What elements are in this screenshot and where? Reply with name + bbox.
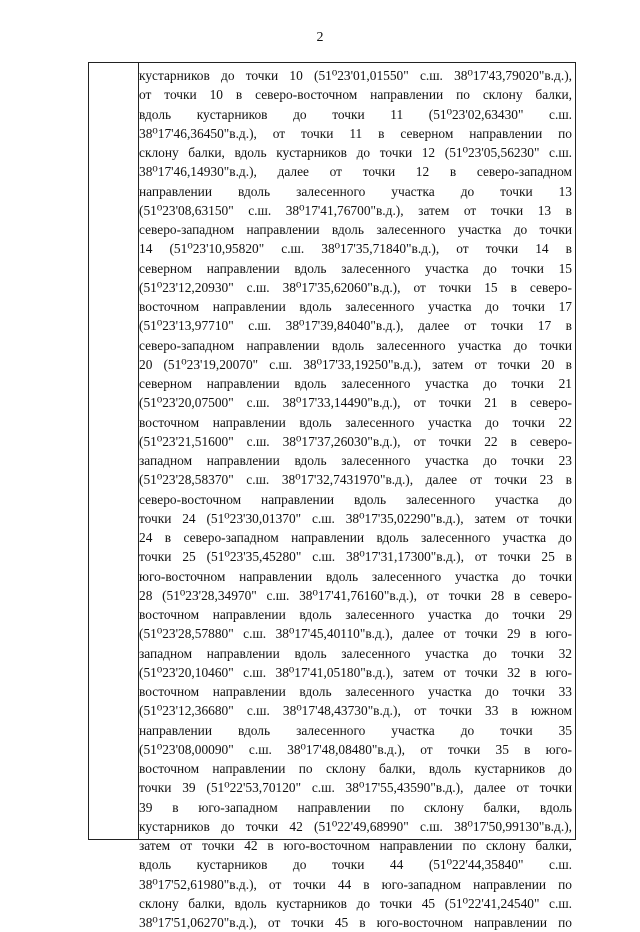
text-line: восточном направлении вдоль залесенного участка до точки 33 xyxy=(139,684,572,699)
text-line: восточном направлении по склону балки, вдоль кустарников до xyxy=(139,761,572,776)
text-line: 38⁰17'52,61980"в.д.), от точки 44 в юго-западном направлении по xyxy=(139,876,572,892)
text-line: западном направлении вдоль залесенного участка до точки 23 xyxy=(139,453,572,468)
text-line: склону балки, вдоль кустарников до точки 12 (51⁰23'05,56230" с.ш. xyxy=(139,145,572,160)
text-line: восточном направлении вдоль залесенного участка до точки 17 xyxy=(139,299,572,314)
text-line: (51⁰23'20,10460" с.ш. 38⁰17'41,05180"в.д.), затем от точки 32 в юго- xyxy=(139,664,572,680)
text-line: направлении вдоль залесенного участка до точки 13 xyxy=(139,183,572,199)
text-line: (51⁰23'20,07500" с.ш. 38⁰17'33,14490"в.д.), от точки 21 в северо- xyxy=(139,395,572,411)
text-line: (51⁰23'28,57880" с.ш. 38⁰17'45,40110"в.д.), далее от точки 29 в юго- xyxy=(139,626,572,642)
text-line: затем от точки 42 в юго-восточном направлении по склону балки, xyxy=(139,838,572,853)
text-line: западном направлении вдоль залесенного участка до точки 32 xyxy=(139,645,572,661)
text-line: склону балки, вдоль кустарников до точки 45 (51⁰22'41,24540" с.ш. xyxy=(139,895,572,911)
text-line: (51⁰23'12,36680" с.ш. 38⁰17'48,43730"в.д.), от точки 33 в южном xyxy=(139,703,572,719)
text-line: (51⁰23'21,51600" с.ш. 38⁰17'37,26030"в.д.), от точки 22 в северо- xyxy=(139,433,572,449)
text-line: кустарников до точки 10 (51⁰23'01,01550" с.ш. 38⁰17'43,79020"в.д.), xyxy=(139,68,572,83)
text-line: восточном направлении вдоль залесенного участка до точки 22 xyxy=(139,414,572,430)
text-line: (51⁰23'08,00090" с.ш. 38⁰17'48,08480"в.д.), от точки 35 в юго- xyxy=(139,741,572,757)
text-line: восточном направлении вдоль залесенного участка до точки 29 xyxy=(139,607,572,622)
text-line: от точки 10 в северо-восточном направлении по склону балки, xyxy=(139,87,572,103)
boundary-description-text xyxy=(139,66,572,930)
text-line: (51⁰23'12,20930" с.ш. 38⁰17'35,62060"в.д.), от точки 15 в северо- xyxy=(139,279,572,295)
text-line: точки 39 (51⁰22'53,70120" с.ш. 38⁰17'55,43590"в.д.), далее от точки xyxy=(139,780,572,796)
text-line: 38⁰17'46,14930"в.д.), далее от точки 12 в северо-западном xyxy=(139,164,572,180)
text-line: (51⁰23'13,97710" с.ш. 38⁰17'39,84040"в.д.), далее от точки 17 в xyxy=(139,318,572,334)
page-number: 2 xyxy=(316,30,324,45)
text-line: (51⁰23'28,58370" с.ш. 38⁰17'32,7431970"в.д.), далее от точки 23 в xyxy=(139,472,572,488)
text-line: точки 25 (51⁰23'35,45280" с.ш. 38⁰17'31,17300"в.д.), от точки 25 в xyxy=(139,549,572,565)
text-line: 39 в юго-западном направлении по склону балки, вдоль xyxy=(139,799,572,815)
document-table xyxy=(88,62,576,930)
text-line: 24 в северо-западном направлении вдоль залесенного участка до xyxy=(139,530,572,545)
text-line: 38⁰17'46,36450"в.д.), от точки 11 в северном направлении по xyxy=(139,125,572,141)
text-line: вдоль кустарников до точки 11 (51⁰23'02,63430" с.ш. xyxy=(139,106,572,122)
text-line: кустарников до точки 42 (51⁰22'49,68990" с.ш. 38⁰17'50,99130"в.д.), xyxy=(139,818,572,834)
text-line: юго-восточном направлении вдоль залесенного участка до точки xyxy=(139,568,572,584)
text-line: точки 24 (51⁰23'30,01370" с.ш. 38⁰17'35,02290"в.д.), затем от точки xyxy=(139,510,572,526)
text-line: северном направлении вдоль залесенного участка до точки 21 xyxy=(139,376,572,391)
text-line: 38⁰17'51,06270"в.д.), от точки 45 в юго-восточном направлении по xyxy=(139,915,572,930)
text-line: 28 (51⁰23'28,34970" с.ш. 38⁰17'41,76160"в.д.), от точки 28 в северо- xyxy=(139,587,572,603)
text-line: 20 (51⁰23'19,20070" с.ш. 38⁰17'33,19250"в.д.), затем от точки 20 в xyxy=(139,356,572,372)
text-line: северо-восточном направлении вдоль залесенного участка до xyxy=(139,491,572,507)
text-line: северном направлении вдоль залесенного участка до точки 15 xyxy=(139,260,572,276)
text-line: 14 (51⁰23'10,95820" с.ш. 38⁰17'35,71840"в.д.), от точки 14 в xyxy=(139,241,572,257)
text-line: северо-западном направлении вдоль залесенного участка до точки xyxy=(139,222,572,237)
text-line: северо-западном направлении вдоль залесенного участка до точки xyxy=(139,337,572,353)
empty-left-column xyxy=(89,63,139,839)
text-line: вдоль кустарников до точки 44 (51⁰22'44,35840" с.ш. xyxy=(139,857,572,873)
text-line: (51⁰23'08,63150" с.ш. 38⁰17'41,76700"в.д.), затем от точки 13 в xyxy=(139,202,572,218)
text-line: направлении вдоль залесенного участка до точки 35 xyxy=(139,722,572,738)
